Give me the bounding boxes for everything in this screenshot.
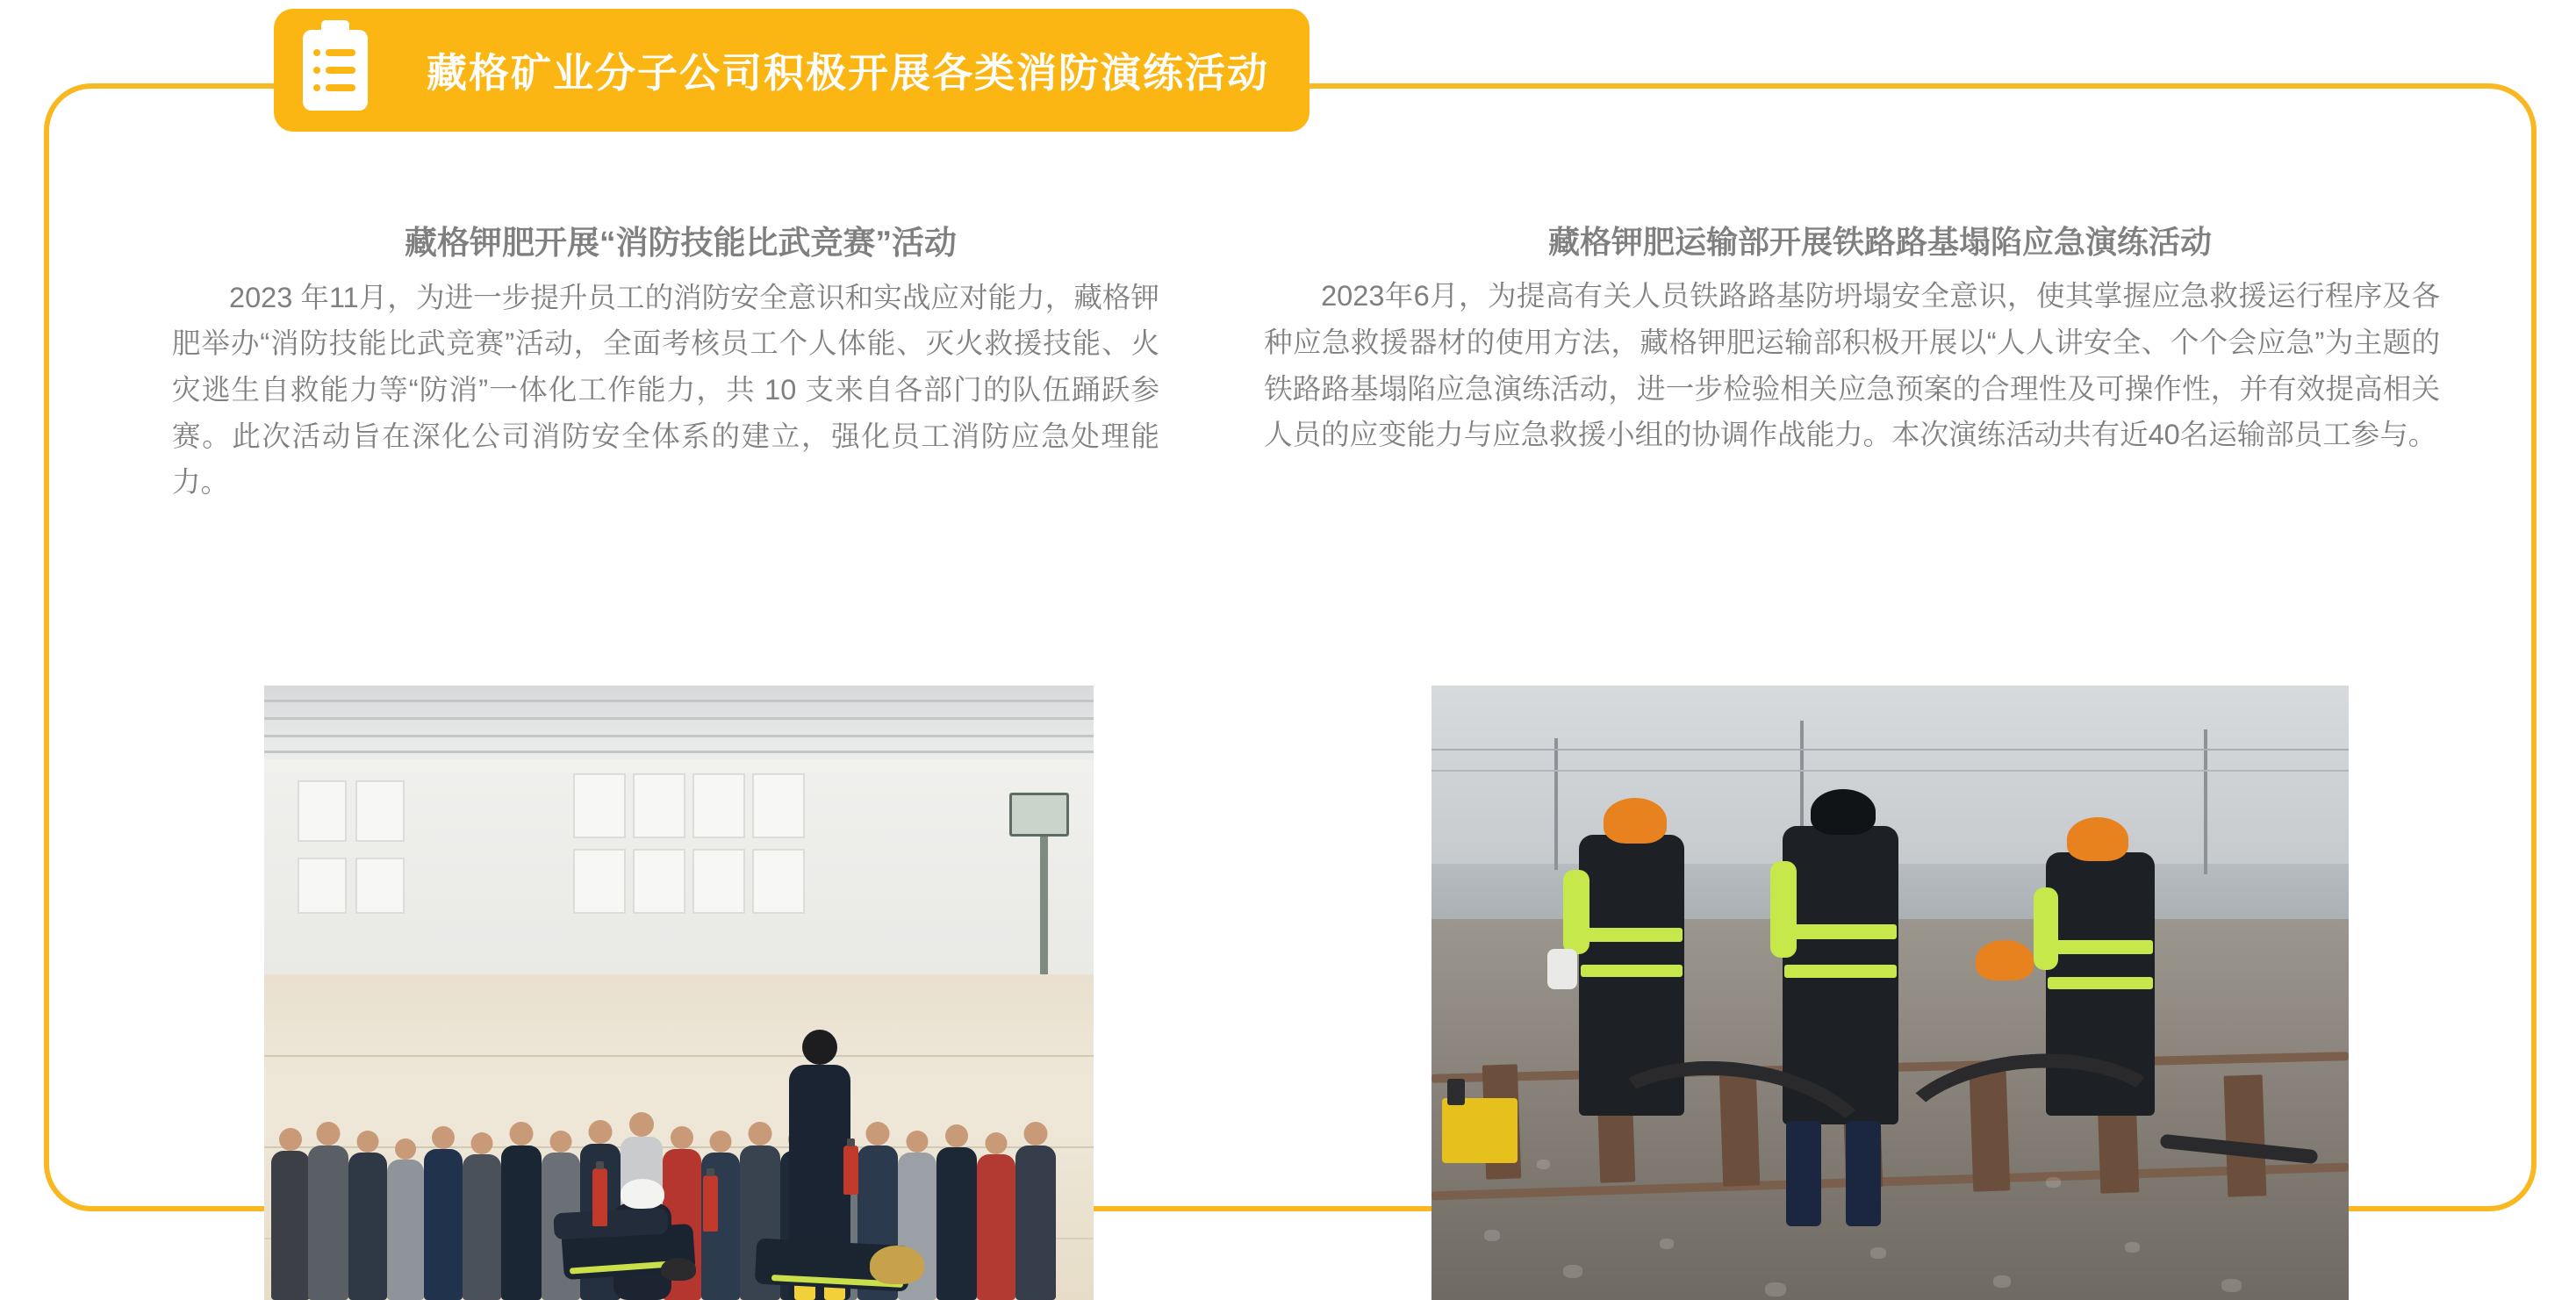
basketball-backboard [1009,793,1069,837]
left-photo [264,686,1094,1300]
safety-helmet-icon [1976,940,2034,980]
right-column-title: 藏格钾肥运输部开展铁路路基塌陷应急演练活动 [1548,224,2213,260]
track-machine [1442,1098,1518,1163]
left-column-title: 藏格钾肥开展“消防技能比武竞赛”活动 [405,225,958,261]
fire-extinguisher-icon [592,1168,607,1226]
left-column-body: 2023 年11月，为进一步提升员工的消防安全意识和实战应对能力，藏格钾肥举办“消防技能比武竞赛”活动，全面考核员工个人体能、灭火救援技能、火灾逃生自救能力等“防消”一体化工作能力，共 10 支来自各部门的队伍踊跃参赛。此次活动旨在深化公司消防安全体系的建立，强化员工消防应急处理能力。 [172,281,1159,499]
helmet-icon [870,1246,924,1284]
clipboard-icon [303,30,368,111]
safety-helmet-icon [1604,798,1667,844]
gym-scene [264,686,1094,1300]
page-title: 藏格矿业分子公司积极开展各类消防演练活动 [427,50,1269,96]
right-column-body: 2023年6月，为提高有关人员铁路路基防坍塌安全意识，使其掌握应急救援运行程序及各种应急救援器材的使用方法，藏格钾肥运输部积极开展以“人人讲安全、个个会应急”为主题的铁路路基塌陷应急演练活动，进一步检验相关应急预案的合理性及可操作性，并有效提高相关人员的应变能力与应急救援小组的协调作战能力。本次演练活动共有近40名运输部员工参与。 [1264,280,2441,451]
column-right [1216,220,2531,506]
page-header [274,9,1310,132]
two-column-layout [49,220,2531,506]
column-left [49,220,1216,506]
glove [1547,949,1577,989]
content-card [44,83,2537,1211]
helmet-icon [661,1258,696,1281]
gym-ceiling [264,686,1094,759]
railway-scene [1432,686,2349,1300]
safety-helmet-icon [2067,817,2128,861]
safety-helmet-icon [1811,789,1876,835]
header-title-container [397,9,1310,132]
header-icon-container [274,9,397,132]
fire-extinguisher-icon [703,1175,718,1232]
right-photo [1432,686,2349,1300]
fire-extinguisher-icon [843,1146,858,1195]
white-helmet-icon [621,1179,664,1209]
